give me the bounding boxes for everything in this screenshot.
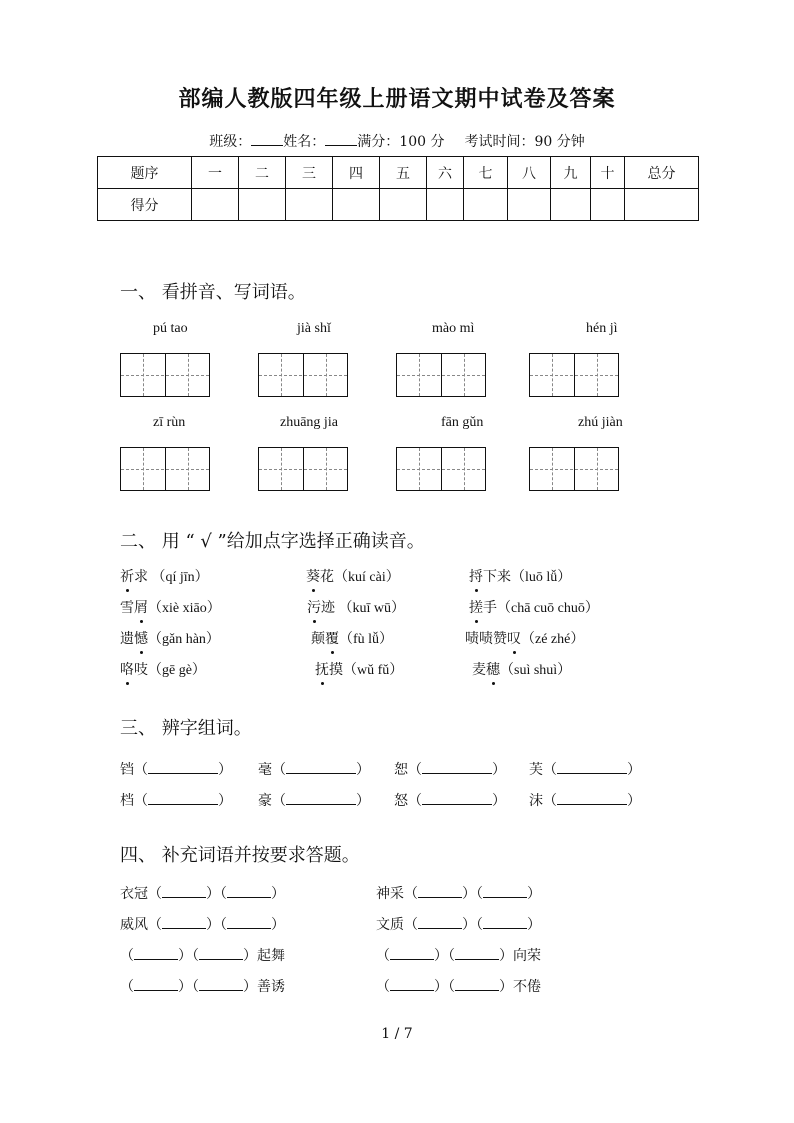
pinyin-label: zhuāng jia <box>280 415 338 430</box>
idiom-item[interactable]: （ ）（ ）不倦 <box>376 979 541 995</box>
page-number: 1 / 7 <box>381 1026 413 1042</box>
writing-grid[interactable] <box>120 447 210 491</box>
score-table <box>97 156 699 221</box>
header-cell: 七 <box>464 157 508 189</box>
score-cell[interactable] <box>464 189 508 221</box>
score-cell[interactable] <box>551 189 591 221</box>
word-item[interactable]: 毫（ ） <box>258 762 370 778</box>
score-cell[interactable] <box>508 189 551 221</box>
reading-item[interactable]: 咯吱（gē gè） <box>120 659 206 679</box>
writing-grid[interactable] <box>396 447 486 491</box>
header-cell: 总分 <box>625 157 699 189</box>
reading-item[interactable]: 葵花（kuí cài） <box>306 566 400 586</box>
pinyin-label: fān gǔn <box>441 415 484 430</box>
idiom-item[interactable]: 文质（ ）（ ） <box>376 917 541 933</box>
writing-grid[interactable] <box>396 353 486 397</box>
reading-item[interactable]: 祈求 （qí jīn） <box>120 566 209 586</box>
header-cell: 二 <box>239 157 286 189</box>
score-cell[interactable] <box>286 189 333 221</box>
header-cell: 一 <box>192 157 239 189</box>
reading-item[interactable]: 麦穗（suì shuì） <box>472 659 571 679</box>
score-table-row <box>98 189 699 221</box>
reading-item[interactable]: 捋下来（luō lǚ） <box>469 566 571 586</box>
reading-item[interactable]: 污迹 （kuī wū） <box>307 597 405 617</box>
idiom-item[interactable]: （ ）（ ）起舞 <box>120 948 285 964</box>
header-cell: 八 <box>508 157 551 189</box>
full-score: 满分：100 分 <box>357 134 445 150</box>
score-cell[interactable] <box>380 189 427 221</box>
idiom-item[interactable]: （ ）（ ）向荣 <box>376 948 541 964</box>
idiom-item[interactable]: 威风（ ）（ ） <box>120 917 285 933</box>
reading-item[interactable]: 搓手（chā cuō chuō） <box>469 597 599 617</box>
word-item[interactable]: 档（ ） <box>120 793 232 809</box>
header-cell: 题序 <box>98 157 192 189</box>
exam-time: 考试时间：90 分钟 <box>464 134 585 150</box>
writing-grid[interactable] <box>258 353 348 397</box>
word-item[interactable]: 芙（ ） <box>529 762 641 778</box>
section1-heading: 一、 看拼音、写词语。 <box>120 282 306 303</box>
score-cell[interactable] <box>591 189 625 221</box>
word-item[interactable]: 恕（ ） <box>394 762 506 778</box>
section3-heading: 三、 辨字组词。 <box>120 718 252 739</box>
row-label: 得分 <box>98 189 192 221</box>
writing-grid[interactable] <box>258 447 348 491</box>
section4-heading: 四、 补充词语并按要求答题。 <box>120 845 360 866</box>
score-table-header <box>98 157 699 189</box>
reading-item[interactable]: 雪屑（xiè xiāo） <box>120 597 221 617</box>
score-cell[interactable] <box>427 189 464 221</box>
pinyin-label: mào mì <box>432 321 475 336</box>
pinyin-label: zī rùn <box>153 415 186 430</box>
reading-item[interactable]: 遗憾（gǎn hàn） <box>120 628 220 648</box>
header-cell: 四 <box>333 157 380 189</box>
word-item[interactable]: 沫（ ） <box>529 793 641 809</box>
word-item[interactable]: 豪（ ） <box>258 793 370 809</box>
writing-grid[interactable] <box>529 447 619 491</box>
page-title: 部编人教版四年级上册语文期中试卷及答案 <box>178 86 616 112</box>
exam-info <box>0 131 794 151</box>
header-cell: 十 <box>591 157 625 189</box>
idiom-item[interactable]: 神采（ ）（ ） <box>376 886 541 902</box>
header-cell: 三 <box>286 157 333 189</box>
idiom-item[interactable]: 衣冠（ ）（ ） <box>120 886 285 902</box>
class-label: 班级： <box>209 134 252 150</box>
score-cell[interactable] <box>239 189 286 221</box>
score-cell[interactable] <box>192 189 239 221</box>
pinyin-label: zhú jiàn <box>578 415 623 430</box>
name-label: 姓名： <box>283 134 326 150</box>
reading-item[interactable]: 颠覆（fù lǚ） <box>311 628 393 648</box>
word-item[interactable]: 怒（ ） <box>394 793 506 809</box>
idiom-item[interactable]: （ ）（ ）善诱 <box>120 979 285 995</box>
pinyin-label: hén jì <box>586 321 618 336</box>
header-cell: 九 <box>551 157 591 189</box>
name-blank[interactable] <box>325 133 357 146</box>
section2-heading: 二、 用 “ √ ”给加点字选择正确读音。 <box>120 531 425 552</box>
score-cell[interactable] <box>625 189 699 221</box>
reading-item[interactable]: 啧啧赞叹（zé zhé） <box>465 628 584 648</box>
writing-grid[interactable] <box>529 353 619 397</box>
pinyin-label: jià shǐ <box>297 321 331 336</box>
pinyin-label: pú tao <box>153 321 188 336</box>
writing-grid[interactable] <box>120 353 210 397</box>
header-cell: 六 <box>427 157 464 189</box>
score-cell[interactable] <box>333 189 380 221</box>
reading-item[interactable]: 抚摸（wǔ fǔ） <box>315 659 403 679</box>
header-cell: 五 <box>380 157 427 189</box>
word-item[interactable]: 铛（ ） <box>120 762 232 778</box>
class-blank[interactable] <box>251 133 283 146</box>
